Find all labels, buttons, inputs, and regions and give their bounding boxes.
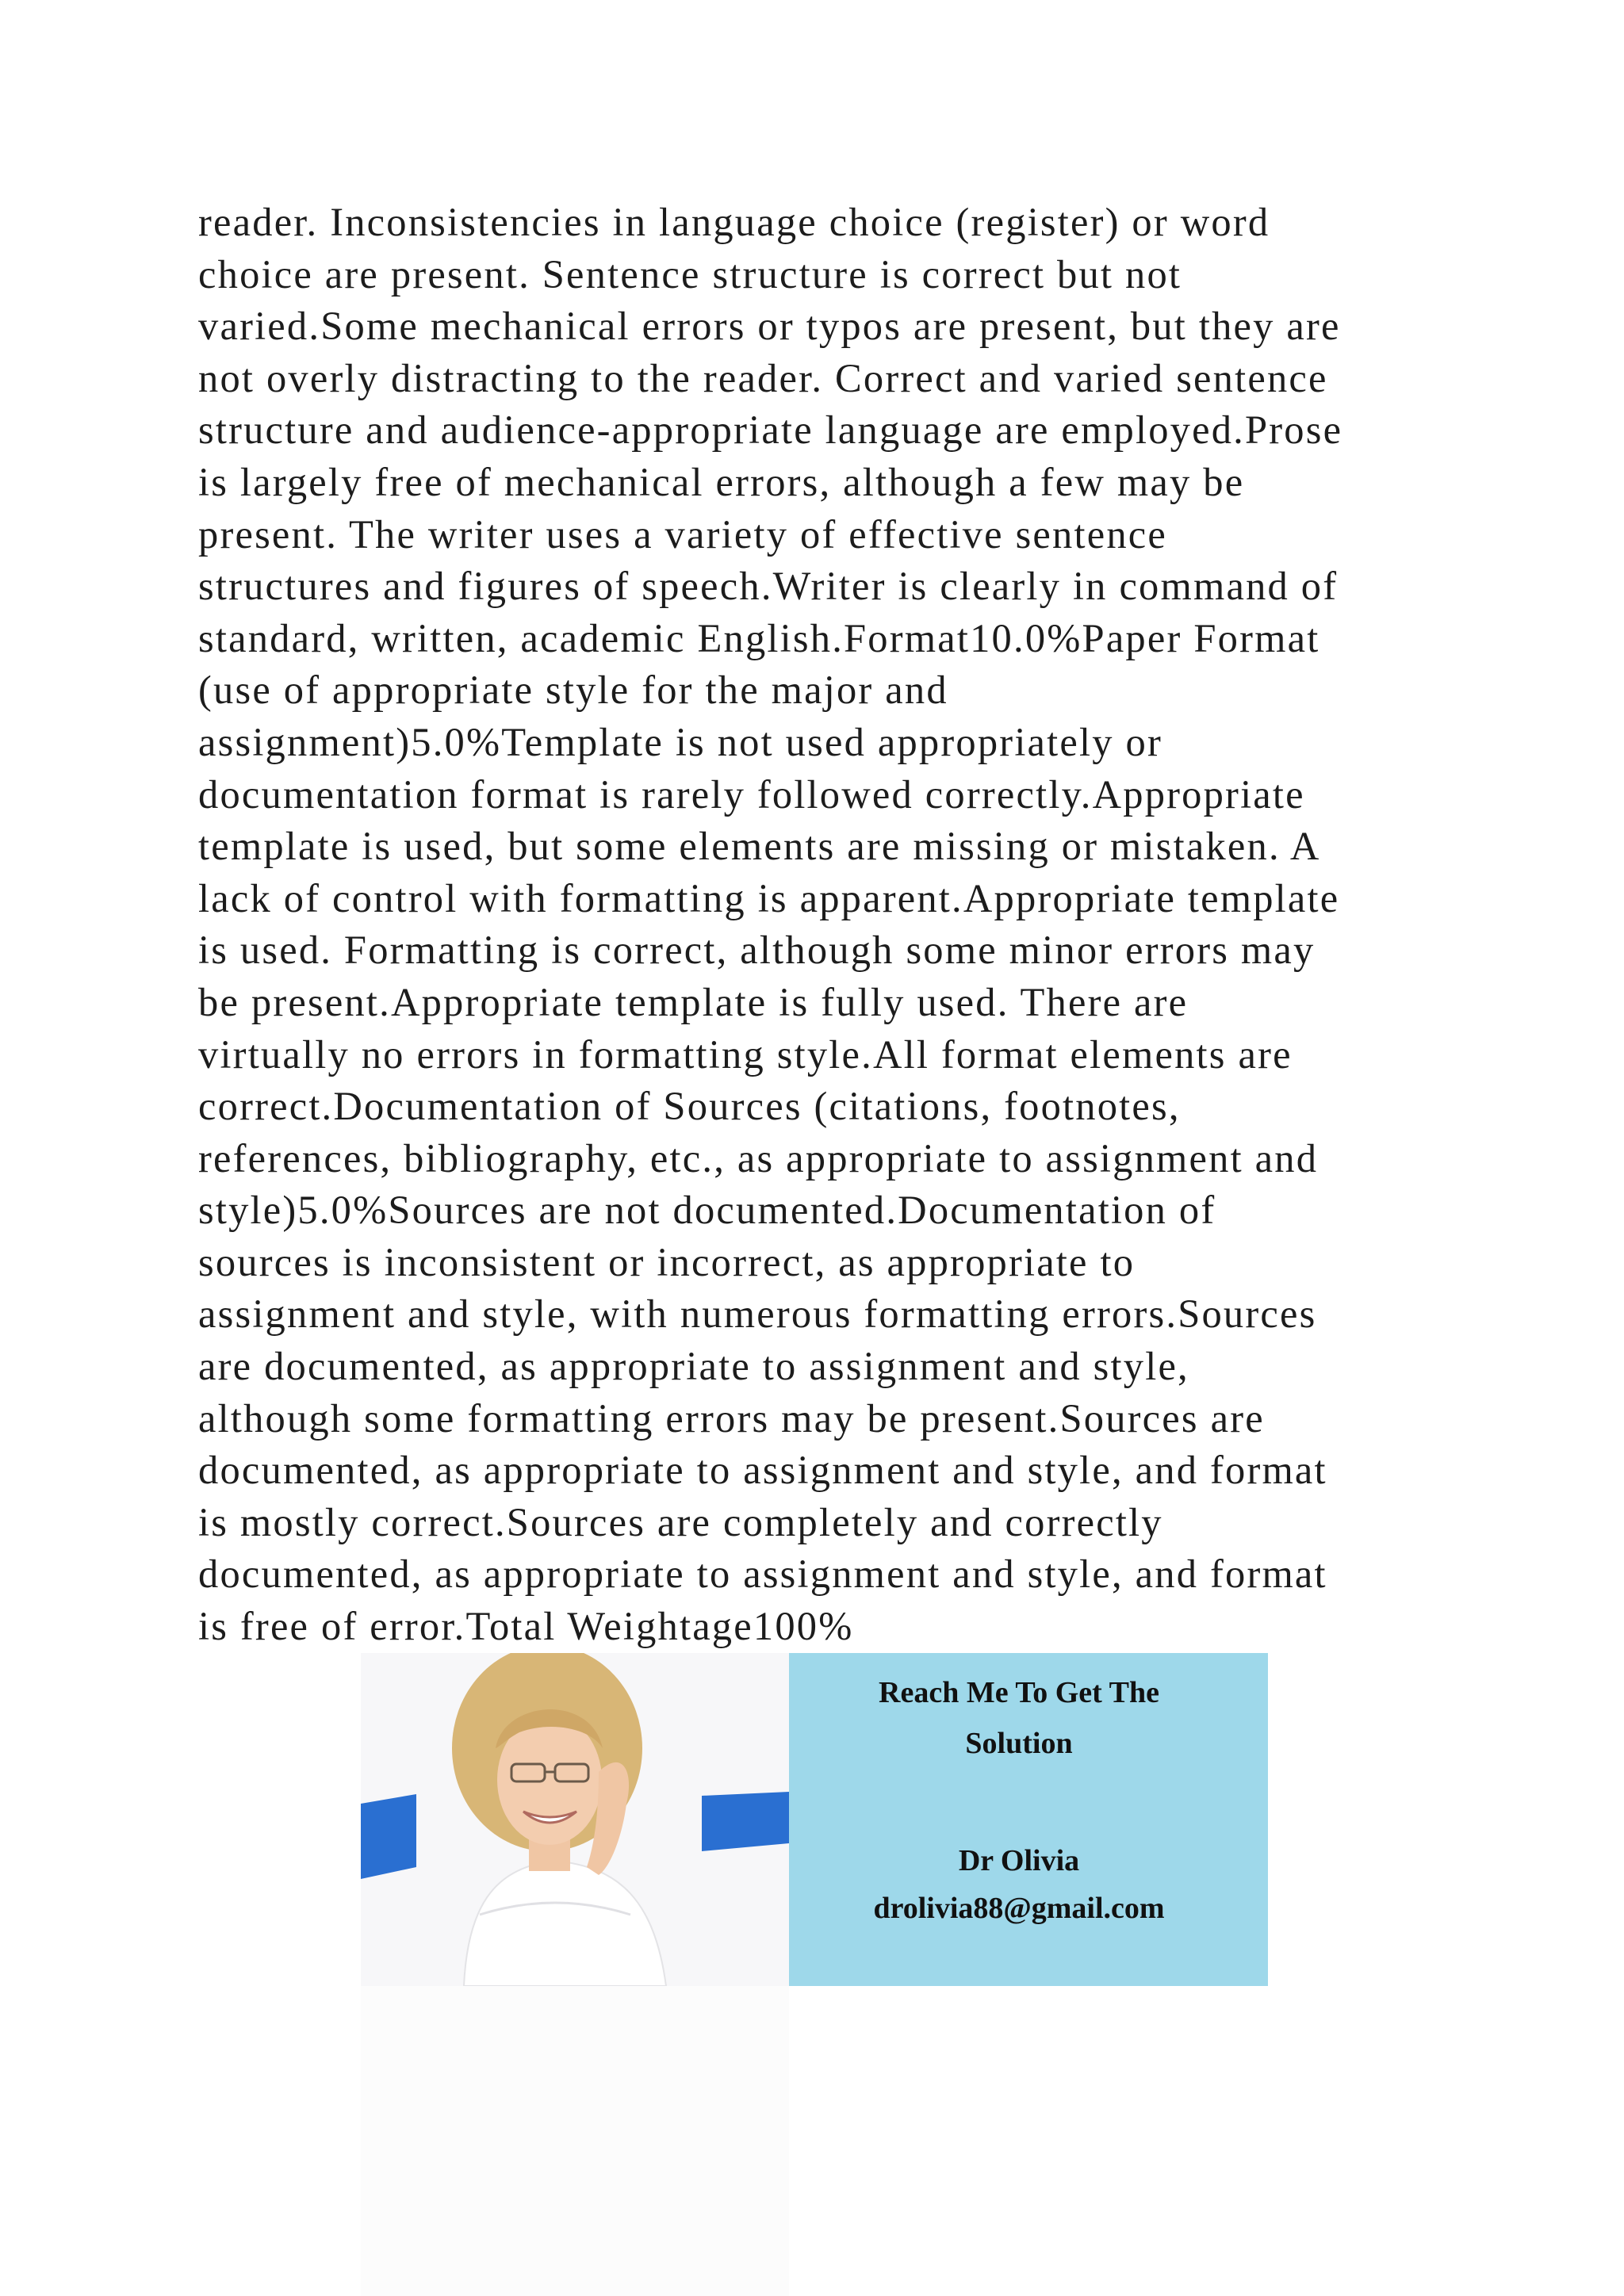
text-line: standard, written, academic English.Format10.0%Paper Format bbox=[198, 615, 1320, 660]
text-line: not overly distracting to the reader. Correct and varied sentence bbox=[198, 355, 1328, 400]
text-line: structure and audience-appropriate language are employed.Prose bbox=[198, 408, 1343, 453]
portrait-photo bbox=[361, 1653, 789, 1986]
text-line: template is used, but some elements are missing or mistaken. A bbox=[198, 824, 1321, 869]
text-line: are documented, as appropriate to assignment and style, bbox=[198, 1344, 1189, 1389]
text-line: references, bibliography, etc., as appropriate to assignment and bbox=[198, 1135, 1319, 1181]
banner-heading-line2: Solution bbox=[965, 1727, 1073, 1760]
text-line: reader. Inconsistencies in language choice (register) or word bbox=[198, 200, 1270, 244]
body-paragraph bbox=[198, 197, 1435, 1653]
banner-heading-line1: Reach Me To Get The bbox=[879, 1676, 1159, 1709]
text-line: correct.Documentation of Sources (citations, footnotes, bbox=[198, 1084, 1181, 1129]
text-line: assignment and style, with numerous formatting errors.Sources bbox=[198, 1292, 1317, 1337]
text-line: structures and figures of speech.Writer is clearly in command of bbox=[198, 564, 1339, 609]
text-line: virtually no errors in formatting style.All format elements are bbox=[198, 1031, 1293, 1077]
portrait-illustration bbox=[361, 1653, 789, 1986]
text-line: sources is inconsistent or incorrect, as appropriate to bbox=[198, 1239, 1136, 1284]
text-line: is largely free of mechanical errors, although a few may be bbox=[198, 459, 1245, 504]
text-line: documented, as appropriate to assignment and style, and format bbox=[198, 1448, 1327, 1493]
text-line: is free of error.Total Weightage100% bbox=[198, 1604, 854, 1649]
text-line: assignment)5.0%Template is not used appropriately or bbox=[198, 719, 1162, 764]
text-line: documented, as appropriate to assignment and style, and format bbox=[198, 1552, 1327, 1597]
contact-panel bbox=[789, 1653, 1268, 1986]
contact-banner bbox=[361, 1653, 1268, 1986]
text-line: (use of appropriate style for the major and bbox=[198, 668, 948, 713]
text-line: documentation format is rarely followed correctly.Appropriate bbox=[198, 771, 1305, 817]
text-line: varied.Some mechanical errors or typos are present, but they are bbox=[198, 304, 1341, 349]
text-line: choice are present. Sentence structure is correct but not bbox=[198, 251, 1182, 297]
text-line: lack of control with formatting is apparent.Appropriate template bbox=[198, 875, 1340, 920]
faint-image-area bbox=[361, 1986, 789, 2296]
contact-name: Dr Olivia bbox=[958, 1844, 1080, 1877]
text-line: be present.Appropriate template is fully used. There are bbox=[198, 979, 1189, 1024]
text-line: although some formatting errors may be present.Sources are bbox=[198, 1395, 1265, 1441]
contact-email: drolivia88@gmail.com bbox=[873, 1892, 1165, 1925]
text-line: style)5.0%Sources are not documented.Documentation of bbox=[198, 1188, 1216, 1233]
text-line: is mostly correct.Sources are completely and correctly bbox=[198, 1499, 1163, 1544]
text-line: is used. Formatting is correct, although some minor errors may bbox=[198, 928, 1316, 973]
text-line: present. The writer uses a variety of effective sentence bbox=[198, 511, 1168, 557]
